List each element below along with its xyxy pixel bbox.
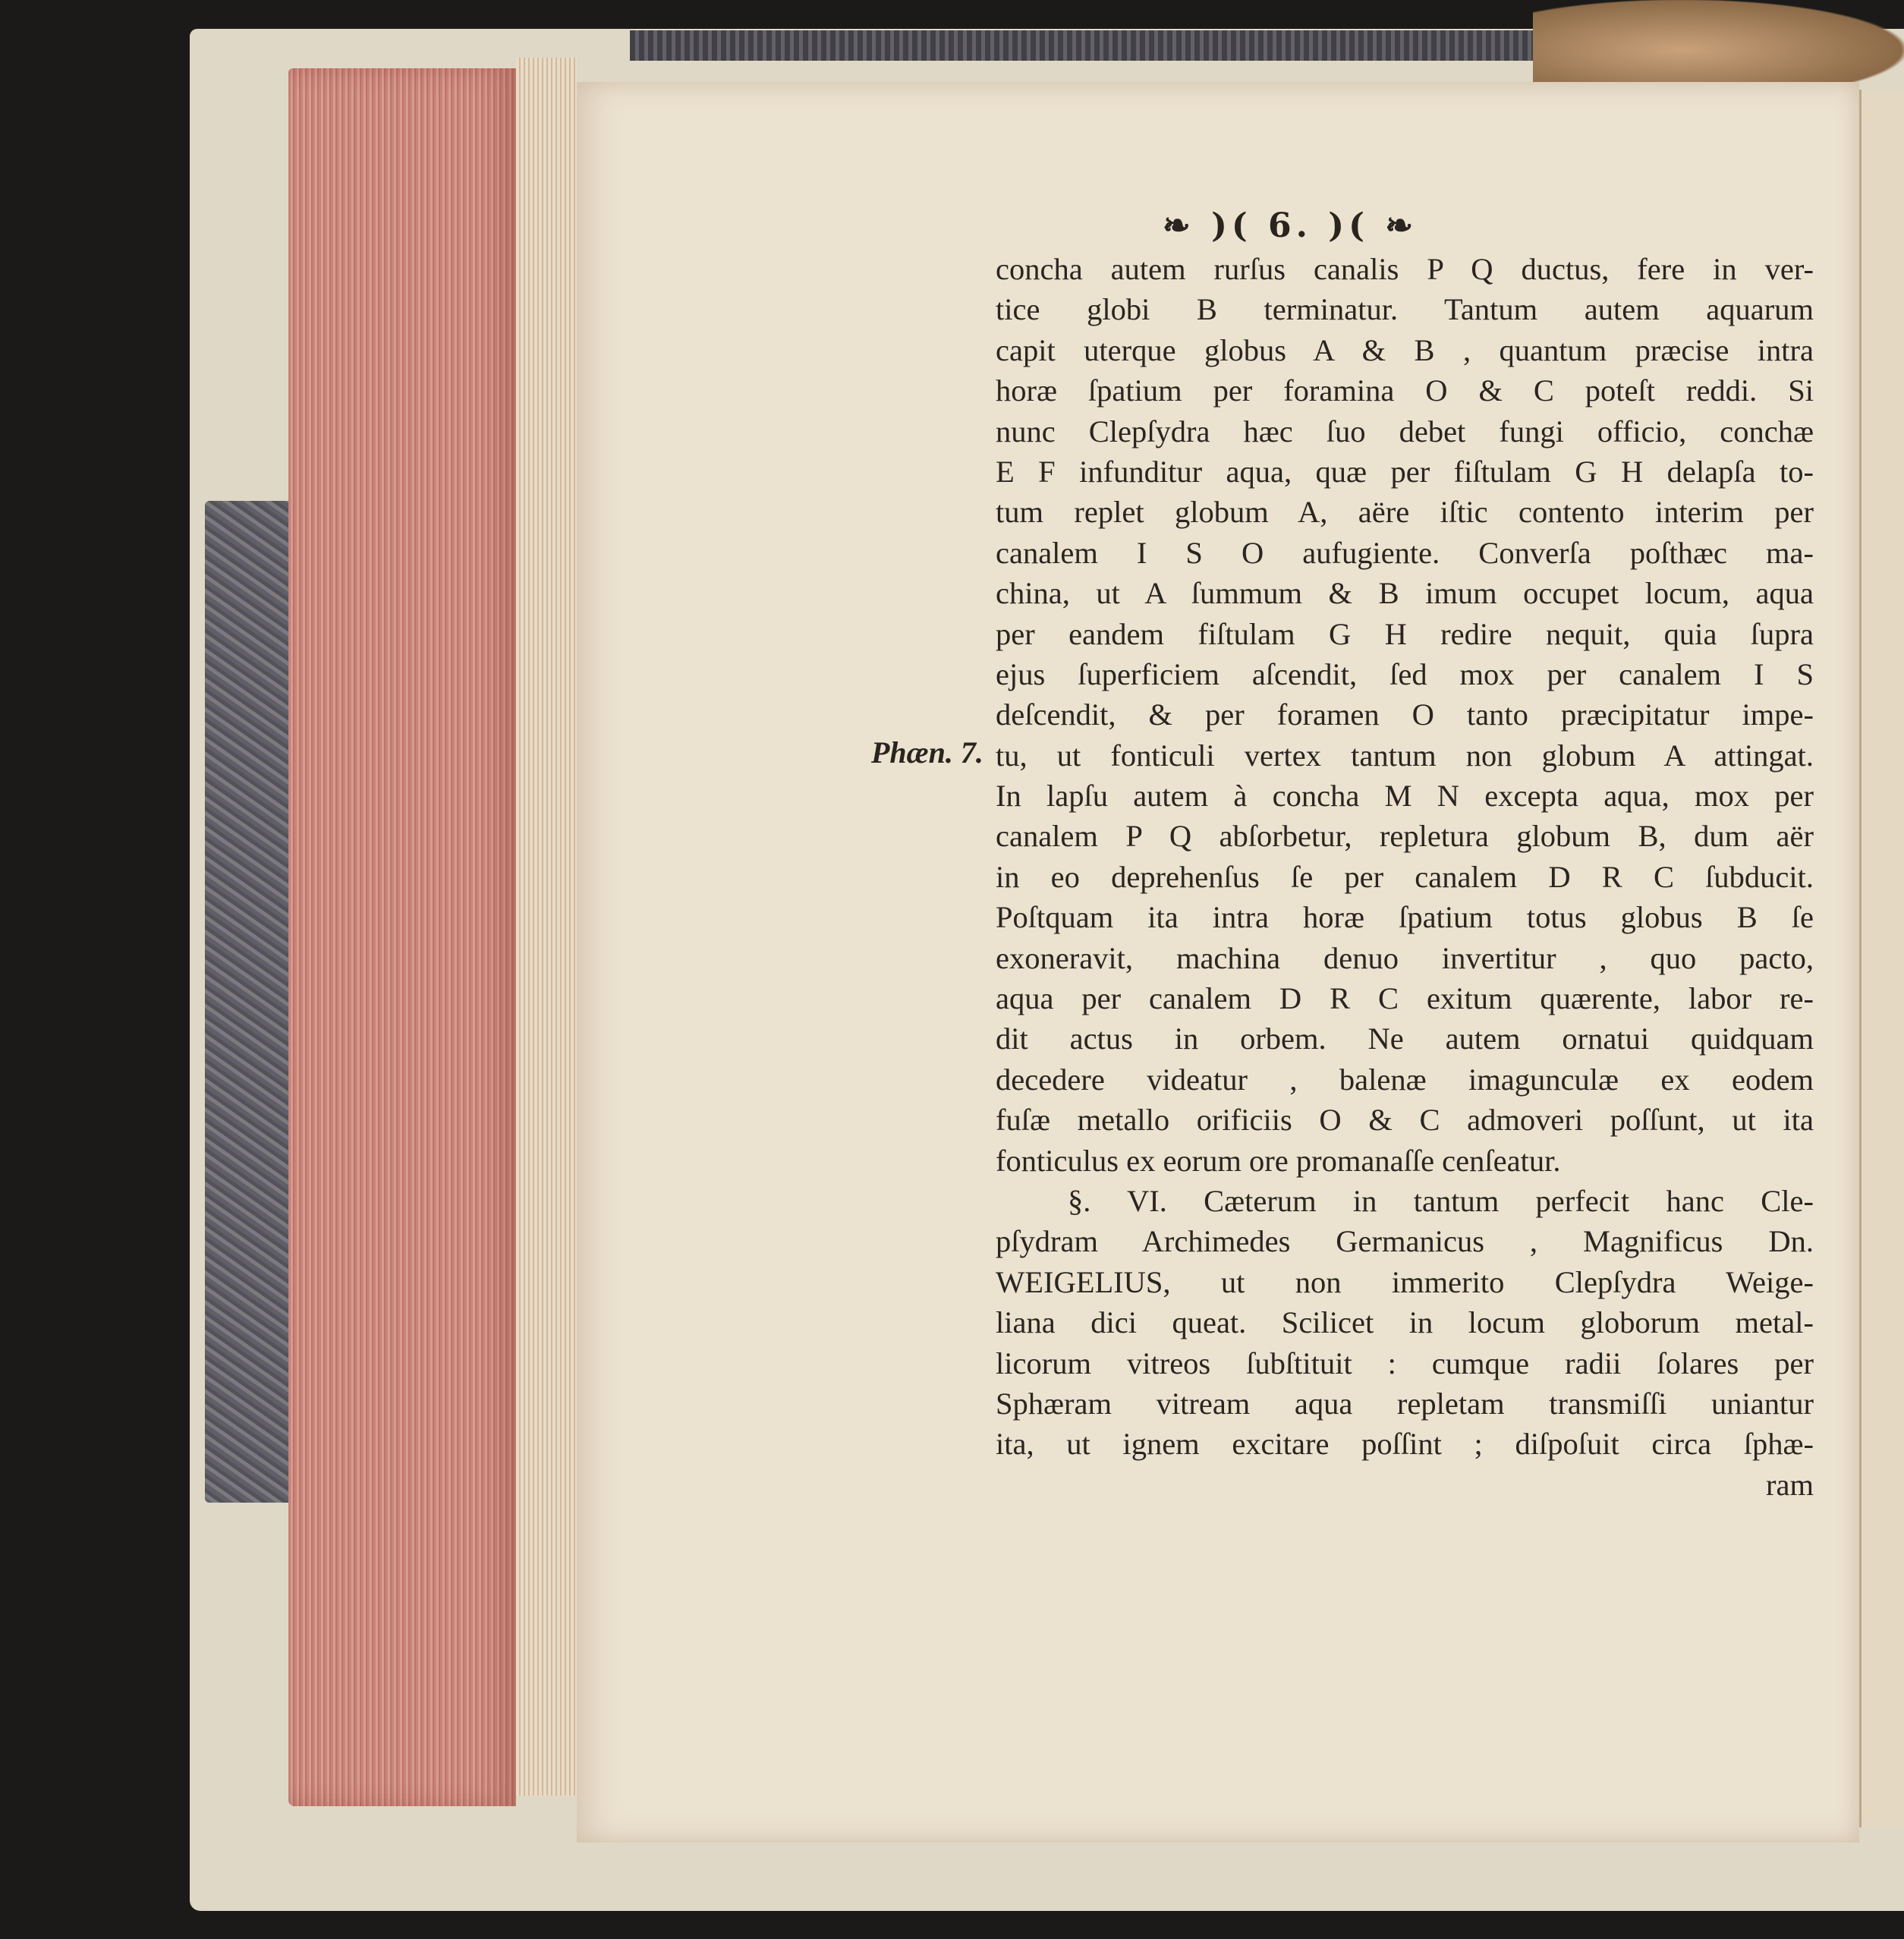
text-line: In lapſu autem à concha M N excepta aqua, mox per [996, 779, 1814, 814]
next-page-edge [1859, 90, 1904, 1827]
text-line: china, ut A ſummum & B imum occupet locum, aqua [996, 576, 1814, 611]
text-line: aqua per canalem D R C exitum quærente, labor re- [996, 981, 1814, 1016]
text-line: fuſæ metallo orificiis O & C admoveri poſſunt, ut ita [996, 1103, 1814, 1138]
text-line: E F infunditur aqua, quæ per fiſtulam G H delapſa to- [996, 454, 1814, 489]
text-line: Poſtquam ita intra horæ ſpatium totus globus B ſe [996, 900, 1814, 935]
text-line: §. VI. Cæterum in tantum perfecit hanc Cle- [1068, 1183, 1814, 1218]
text-line: per eandem fiſtulam G H redire nequit, quia ſupra [996, 616, 1814, 651]
text-line: in eo deprehenſus ſe per canalem D R C ſubducit. [996, 859, 1814, 894]
text-line: licorum vitreos ſubſtituit : cumque radii ſolares per [996, 1346, 1814, 1380]
text-line: concha autem rurſus canalis P Q ductus, fere in ver- [996, 252, 1814, 286]
text-line: exoneravit, machina denuo invertitur , quo pacto, [996, 940, 1814, 975]
text-line: liana dici queat. Scilicet in locum globorum metal- [996, 1305, 1814, 1340]
body-text [996, 249, 1814, 1505]
text-line: nunc Clepſydra hæc ſuo debet fungi officio, conchæ [996, 414, 1814, 449]
text-line: capit uterque globus A & B , quantum præcise intra [996, 332, 1814, 367]
text-line: fonticulus ex eorum ore promanaſſe cenſeatur. [996, 1143, 1561, 1178]
text-line: horæ ſpatium per foramina O & C poteſt reddi. Si [996, 373, 1814, 408]
text-line: decedere videatur , balenæ imagunculæ ex eodem [996, 1062, 1814, 1097]
text-line: tice globi B terminatur. Tantum autem aquarum [996, 292, 1814, 327]
text-line: deſcendit, & per foramen O tanto præcipitatur impe- [996, 697, 1814, 732]
text-line: Sphæram vitream aqua repletam transmiſſi uniantur [996, 1386, 1814, 1421]
text-line: pſydram Archimedes Germanicus , Magnificus Dn. [996, 1224, 1814, 1259]
text-line: dit actus in orbem. Ne autem ornatui quidquam [996, 1021, 1814, 1056]
red-fore-edge [288, 68, 516, 1806]
text-line: ita, ut ignem excitare poſſint ; diſpoſuit circa ſphæ- [996, 1427, 1814, 1462]
text-line: canalem I S O aufugiente. Converſa poſthæc ma- [996, 535, 1814, 570]
margin-note: Phæn. 7. [871, 735, 983, 770]
page-header: ❧ )( 6. )( ❧ [1162, 206, 1418, 245]
catchword: ram [1766, 1467, 1814, 1502]
page-edges [516, 58, 577, 1796]
top-edge-stain [630, 30, 1541, 61]
text-line: tu, ut fonticuli vertex tantum non globum A attingat. [996, 738, 1814, 773]
text-line: canalem P Q abſorbetur, repletura globum B, dum aër [996, 819, 1814, 854]
text-line: ejus ſuperficiem aſcendit, ſed mox per canalem I S [996, 656, 1814, 691]
torn-corner [1533, 0, 1904, 83]
binding-stain [205, 501, 296, 1503]
text-line: WEIGELIUS, ut non immerito Clepſydra Weige- [996, 1264, 1814, 1299]
text-line: tum replet globum A, aëre iſtic contento interim per [996, 495, 1814, 530]
